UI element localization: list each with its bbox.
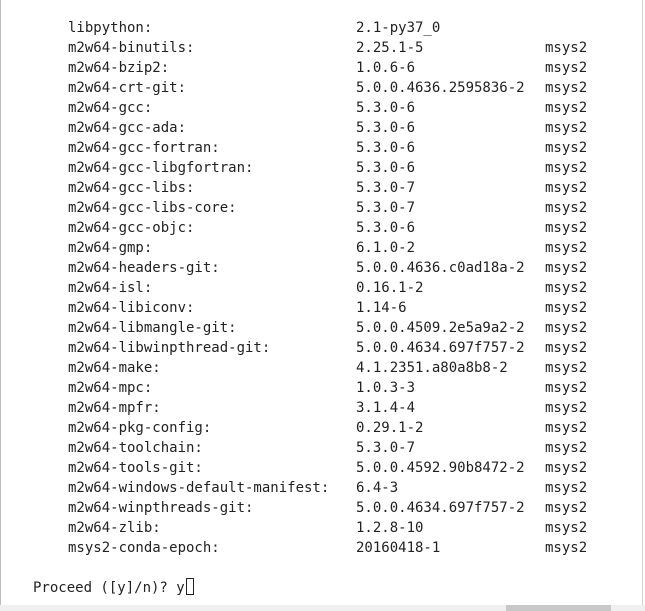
- package-name: m2w64-binutils:: [68, 40, 195, 56]
- package-name: m2w64-tools-git:: [68, 460, 203, 476]
- package-version: 5.3.0-6: [356, 220, 416, 236]
- package-row: [0, 338, 640, 358]
- package-name: m2w64-libmangle-git:: [68, 320, 237, 336]
- package-name: libpython:: [68, 20, 153, 36]
- package-row: [0, 378, 640, 398]
- package-row: [0, 358, 640, 378]
- package-name: m2w64-make:: [68, 360, 161, 376]
- package-name: m2w64-gcc-fortran:: [68, 140, 220, 156]
- package-version: 5.3.0-7: [356, 180, 416, 196]
- horizontal-scrollbar-thumb[interactable]: [506, 605, 611, 611]
- package-version: 5.0.0.4634.697f757-2: [356, 500, 525, 516]
- package-name: m2w64-windows-default-manifest:: [68, 480, 330, 496]
- package-name: m2w64-winpthreads-git:: [68, 500, 254, 516]
- package-row: [0, 118, 640, 138]
- package-version: 5.0.0.4636.c0ad18a-2: [356, 260, 525, 276]
- package-version: 5.3.0-6: [356, 120, 416, 136]
- package-channel: msys2: [545, 540, 588, 556]
- package-channel: msys2: [545, 360, 588, 376]
- package-version: 5.3.0-6: [356, 140, 416, 156]
- package-channel: msys2: [545, 480, 588, 496]
- package-row: [0, 438, 640, 458]
- package-row: [0, 78, 640, 98]
- package-name: m2w64-toolchain:: [68, 440, 203, 456]
- package-version: 6.4-3: [356, 480, 399, 496]
- package-channel: msys2: [545, 180, 588, 196]
- package-name: m2w64-pkg-config:: [68, 420, 212, 436]
- package-version: 3.1.4-4: [356, 400, 416, 416]
- package-version: 5.0.0.4509.2e5a9a2-2: [356, 320, 525, 336]
- package-version: 1.14-6: [356, 300, 407, 316]
- package-version: 5.3.0-7: [356, 440, 416, 456]
- package-row: [0, 278, 640, 298]
- package-row: [0, 178, 640, 198]
- package-name: m2w64-gcc-objc:: [68, 220, 195, 236]
- package-row: [0, 478, 640, 498]
- package-channel: msys2: [545, 80, 588, 96]
- package-name: m2w64-gcc-libs-core:: [68, 200, 237, 216]
- package-name: m2w64-gcc-ada:: [68, 120, 187, 136]
- package-version: 5.3.0-6: [356, 100, 416, 116]
- package-channel: msys2: [545, 280, 588, 296]
- package-name: m2w64-mpc:: [68, 380, 153, 396]
- package-name: m2w64-bzip2:: [68, 60, 170, 76]
- package-version: 5.3.0-6: [356, 160, 416, 176]
- package-row: [0, 418, 640, 438]
- package-channel: msys2: [545, 200, 588, 216]
- package-name: m2w64-gcc:: [68, 100, 153, 116]
- package-channel: msys2: [545, 340, 588, 356]
- package-version: 6.1.0-2: [356, 240, 416, 256]
- proceed-prompt[interactable]: [33, 578, 194, 598]
- package-row: [0, 458, 640, 478]
- text-cursor: [186, 578, 194, 595]
- package-row: [0, 58, 640, 78]
- package-row: [0, 298, 640, 318]
- package-version: 0.16.1-2: [356, 280, 424, 296]
- package-channel: msys2: [545, 440, 588, 456]
- package-version: 1.0.6-6: [356, 60, 416, 76]
- package-row: [0, 138, 640, 158]
- package-version: 5.3.0-7: [356, 200, 416, 216]
- package-channel: msys2: [545, 320, 588, 336]
- package-name: m2w64-zlib:: [68, 520, 161, 536]
- package-channel: msys2: [545, 260, 588, 276]
- package-name: m2w64-gcc-libgfortran:: [68, 160, 254, 176]
- package-channel: msys2: [545, 220, 588, 236]
- package-version: 5.0.0.4592.90b8472-2: [356, 460, 525, 476]
- package-version: 0.29.1-2: [356, 420, 424, 436]
- package-version: 20160418-1: [356, 540, 441, 556]
- package-channel: msys2: [545, 380, 588, 396]
- package-row: [0, 238, 640, 258]
- package-row: [0, 198, 640, 218]
- package-name: m2w64-libwinpthread-git:: [68, 340, 271, 356]
- package-row: [0, 518, 640, 538]
- package-row: [0, 538, 640, 558]
- package-list: [0, 18, 640, 558]
- package-version: 4.1.2351.a80a8b8-2: [356, 360, 508, 376]
- package-channel: msys2: [545, 100, 588, 116]
- package-channel: msys2: [545, 140, 588, 156]
- package-channel: msys2: [545, 300, 588, 316]
- package-channel: msys2: [545, 40, 588, 56]
- package-version: 2.1-py37_0: [356, 20, 441, 36]
- package-row: [0, 258, 640, 278]
- package-version: 2.25.1-5: [356, 40, 424, 56]
- package-name: m2w64-headers-git:: [68, 260, 220, 276]
- window-right-border: [642, 0, 643, 606]
- package-row: [0, 158, 640, 178]
- package-row: [0, 498, 640, 518]
- prompt-text: Proceed ([y]/n)?: [33, 580, 177, 596]
- package-channel: msys2: [545, 240, 588, 256]
- package-row: [0, 218, 640, 238]
- package-row: [0, 18, 640, 38]
- package-name: m2w64-mpfr:: [68, 400, 161, 416]
- package-version: 5.0.0.4636.2595836-2: [356, 80, 525, 96]
- package-name: m2w64-crt-git:: [68, 80, 187, 96]
- package-channel: msys2: [545, 460, 588, 476]
- package-name: m2w64-isl:: [68, 280, 153, 296]
- package-row: [0, 38, 640, 58]
- package-channel: msys2: [545, 520, 588, 536]
- package-channel: msys2: [545, 400, 588, 416]
- package-row: [0, 398, 640, 418]
- package-version: 1.2.8-10: [356, 520, 424, 536]
- package-channel: msys2: [545, 500, 588, 516]
- package-channel: msys2: [545, 160, 588, 176]
- package-name: m2w64-gcc-libs:: [68, 180, 195, 196]
- package-channel: msys2: [545, 120, 588, 136]
- package-name: msys2-conda-epoch:: [68, 540, 220, 556]
- package-channel: msys2: [545, 60, 588, 76]
- package-version: 1.0.3-3: [356, 380, 416, 396]
- package-name: m2w64-libiconv:: [68, 300, 195, 316]
- package-version: 5.0.0.4634.697f757-2: [356, 340, 525, 356]
- package-row: [0, 98, 640, 118]
- prompt-input[interactable]: y: [176, 580, 185, 596]
- package-row: [0, 318, 640, 338]
- package-name: m2w64-gmp:: [68, 240, 153, 256]
- package-channel: msys2: [545, 420, 588, 436]
